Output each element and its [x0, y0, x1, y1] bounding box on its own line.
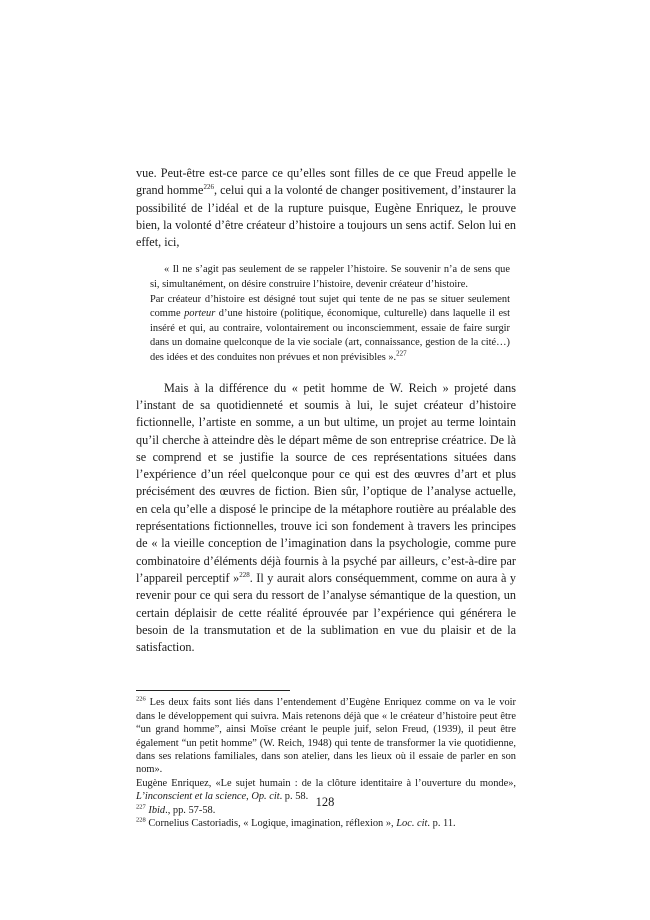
- body-paragraph-2: [136, 380, 516, 657]
- page-content: [136, 165, 516, 830]
- footnote-text: ,: [246, 791, 252, 803]
- body-paragraph-1: [136, 165, 516, 251]
- footnote-ref-227[interactable]: 227: [396, 349, 407, 358]
- quote-text: Par créateur d’histoire est désigné tout sujet qui tente de ne pas se situer seulement comme: [150, 293, 510, 320]
- footnote-ref-226[interactable]: 226: [203, 183, 214, 192]
- quote-text: d’une histoire (politique, économique, culturelle) dans laquelle il est inséré et qui, au contraire, volontairement ou inconsciemment, essaie de faire surgir dans un domaine quelconque de la vie sociale (art, connaissance, gestion de la cité…) des idées et des conduites non prévues et non prévisibles ».: [150, 308, 510, 364]
- paragraph-text: , celui qui a la volonté de changer positivement, d’instaurer la possibilité de l’idéal et de la rupture puisque, Eugène Enriquez, le prouve bien, la volonté d’être créateur d’histoire a toujours un sens actif. Selon lui en effet, ici,: [136, 183, 517, 250]
- footnote-228: [136, 817, 516, 830]
- footnote-title: L’inconscient et la science: [136, 791, 247, 803]
- footnote-text: Les deux faits sont liés dans l’entendement d’Eugène Enriquez comme on va le voir dans le développement qui suivra. Mais retenons déjà que « le créateur d’histoire peut être “un grand homme”, ainsi Moïse créant le peuple juif, selon Freud, (1939), il peut être également “un petit homme” (W. Reich, 1948) qui tente de transformer la vie quotidienne, dans ses relations familiales, dans son atelier, dans les lieux où il essaie de parler en son nom».: [136, 697, 516, 776]
- footnote-text: . p. 11.: [427, 818, 456, 830]
- footnote-text: ., pp. 57-58.: [165, 804, 216, 816]
- footnote-title: Ibid: [148, 804, 166, 816]
- paragraph-text: . Il y aurait alors conséquemment, comme on aura à y revenir pour ce qui sera du ressort de l’analyse sémantique de la question, un certain déplaisir de cette réalité éprouvée par l’expérience qui générera le besoin de la transmutation et de la sublimation en vue du plaisir et de la satisfaction.: [136, 570, 517, 655]
- quote-emphasis: porteur: [184, 308, 216, 320]
- paragraph-text: Mais à la différence du « petit homme de W. Reich » projeté dans l’instant de sa quotidienneté et soumis à lui, le sujet créateur d’histoire fictionnelle, l’artiste en somme, a un but ultime, un projet au terme lointain qu’il cherche à atteindre dès le départ même de son entreprise créatrice. De là se comprend et se justifie la source de ces représentations situées dans l’expérience d’un réel quelconque pour ce qui est des œuvres d’art et plus précisément des œuvres de fiction. Bien sûr, l’optique de l’analyse actuelle, en cela qu’elle a disposé le principe de la métaphore routière au préalable des représentations fictionnelles, trouve ici son fondement à travers les principes de « la vieille conception de l’imagination dans la psychologie, comme pure combinatoire d’éléments déjà fournis à la psyché par ailleurs, c’est-à-dire par l’appareil perceptif »: [136, 380, 516, 585]
- quote-text-2: [150, 293, 510, 366]
- footnote-226: [136, 696, 516, 776]
- footnote-separator: [136, 690, 290, 691]
- footnote-title: Loc. cit: [396, 818, 428, 830]
- footnote-number: 226: [136, 695, 146, 703]
- footnote-text: Eugène Enriquez, «Le sujet humain : de la clôture identitaire à l’ouverture du monde»,: [136, 777, 516, 789]
- footnote-number: 227: [136, 803, 146, 811]
- footnote-text: . p. 58.: [279, 791, 309, 803]
- footnote-title: Op. cit: [251, 791, 280, 803]
- footnote-ref-228[interactable]: 228: [239, 570, 250, 579]
- page-number: 128: [315, 795, 335, 809]
- footnote-number: 228: [136, 816, 146, 824]
- footnotes: [136, 696, 516, 830]
- block-quote: [150, 263, 510, 365]
- paragraph-text: vue. Peut-être est-ce parce ce qu’elles sont filles de ce que Freud appelle le grand homme: [136, 166, 516, 198]
- quote-text-1: « Il ne s’agit pas seulement de se rappeler l’histoire. Se souvenir n’a de sens que si, simultanément, on désire construire l’histoire, devenir créateur d’histoire.: [150, 264, 510, 291]
- footnote-text: Cornelius Castoriadis, « Logique, imagination, réflexion »,: [145, 818, 397, 830]
